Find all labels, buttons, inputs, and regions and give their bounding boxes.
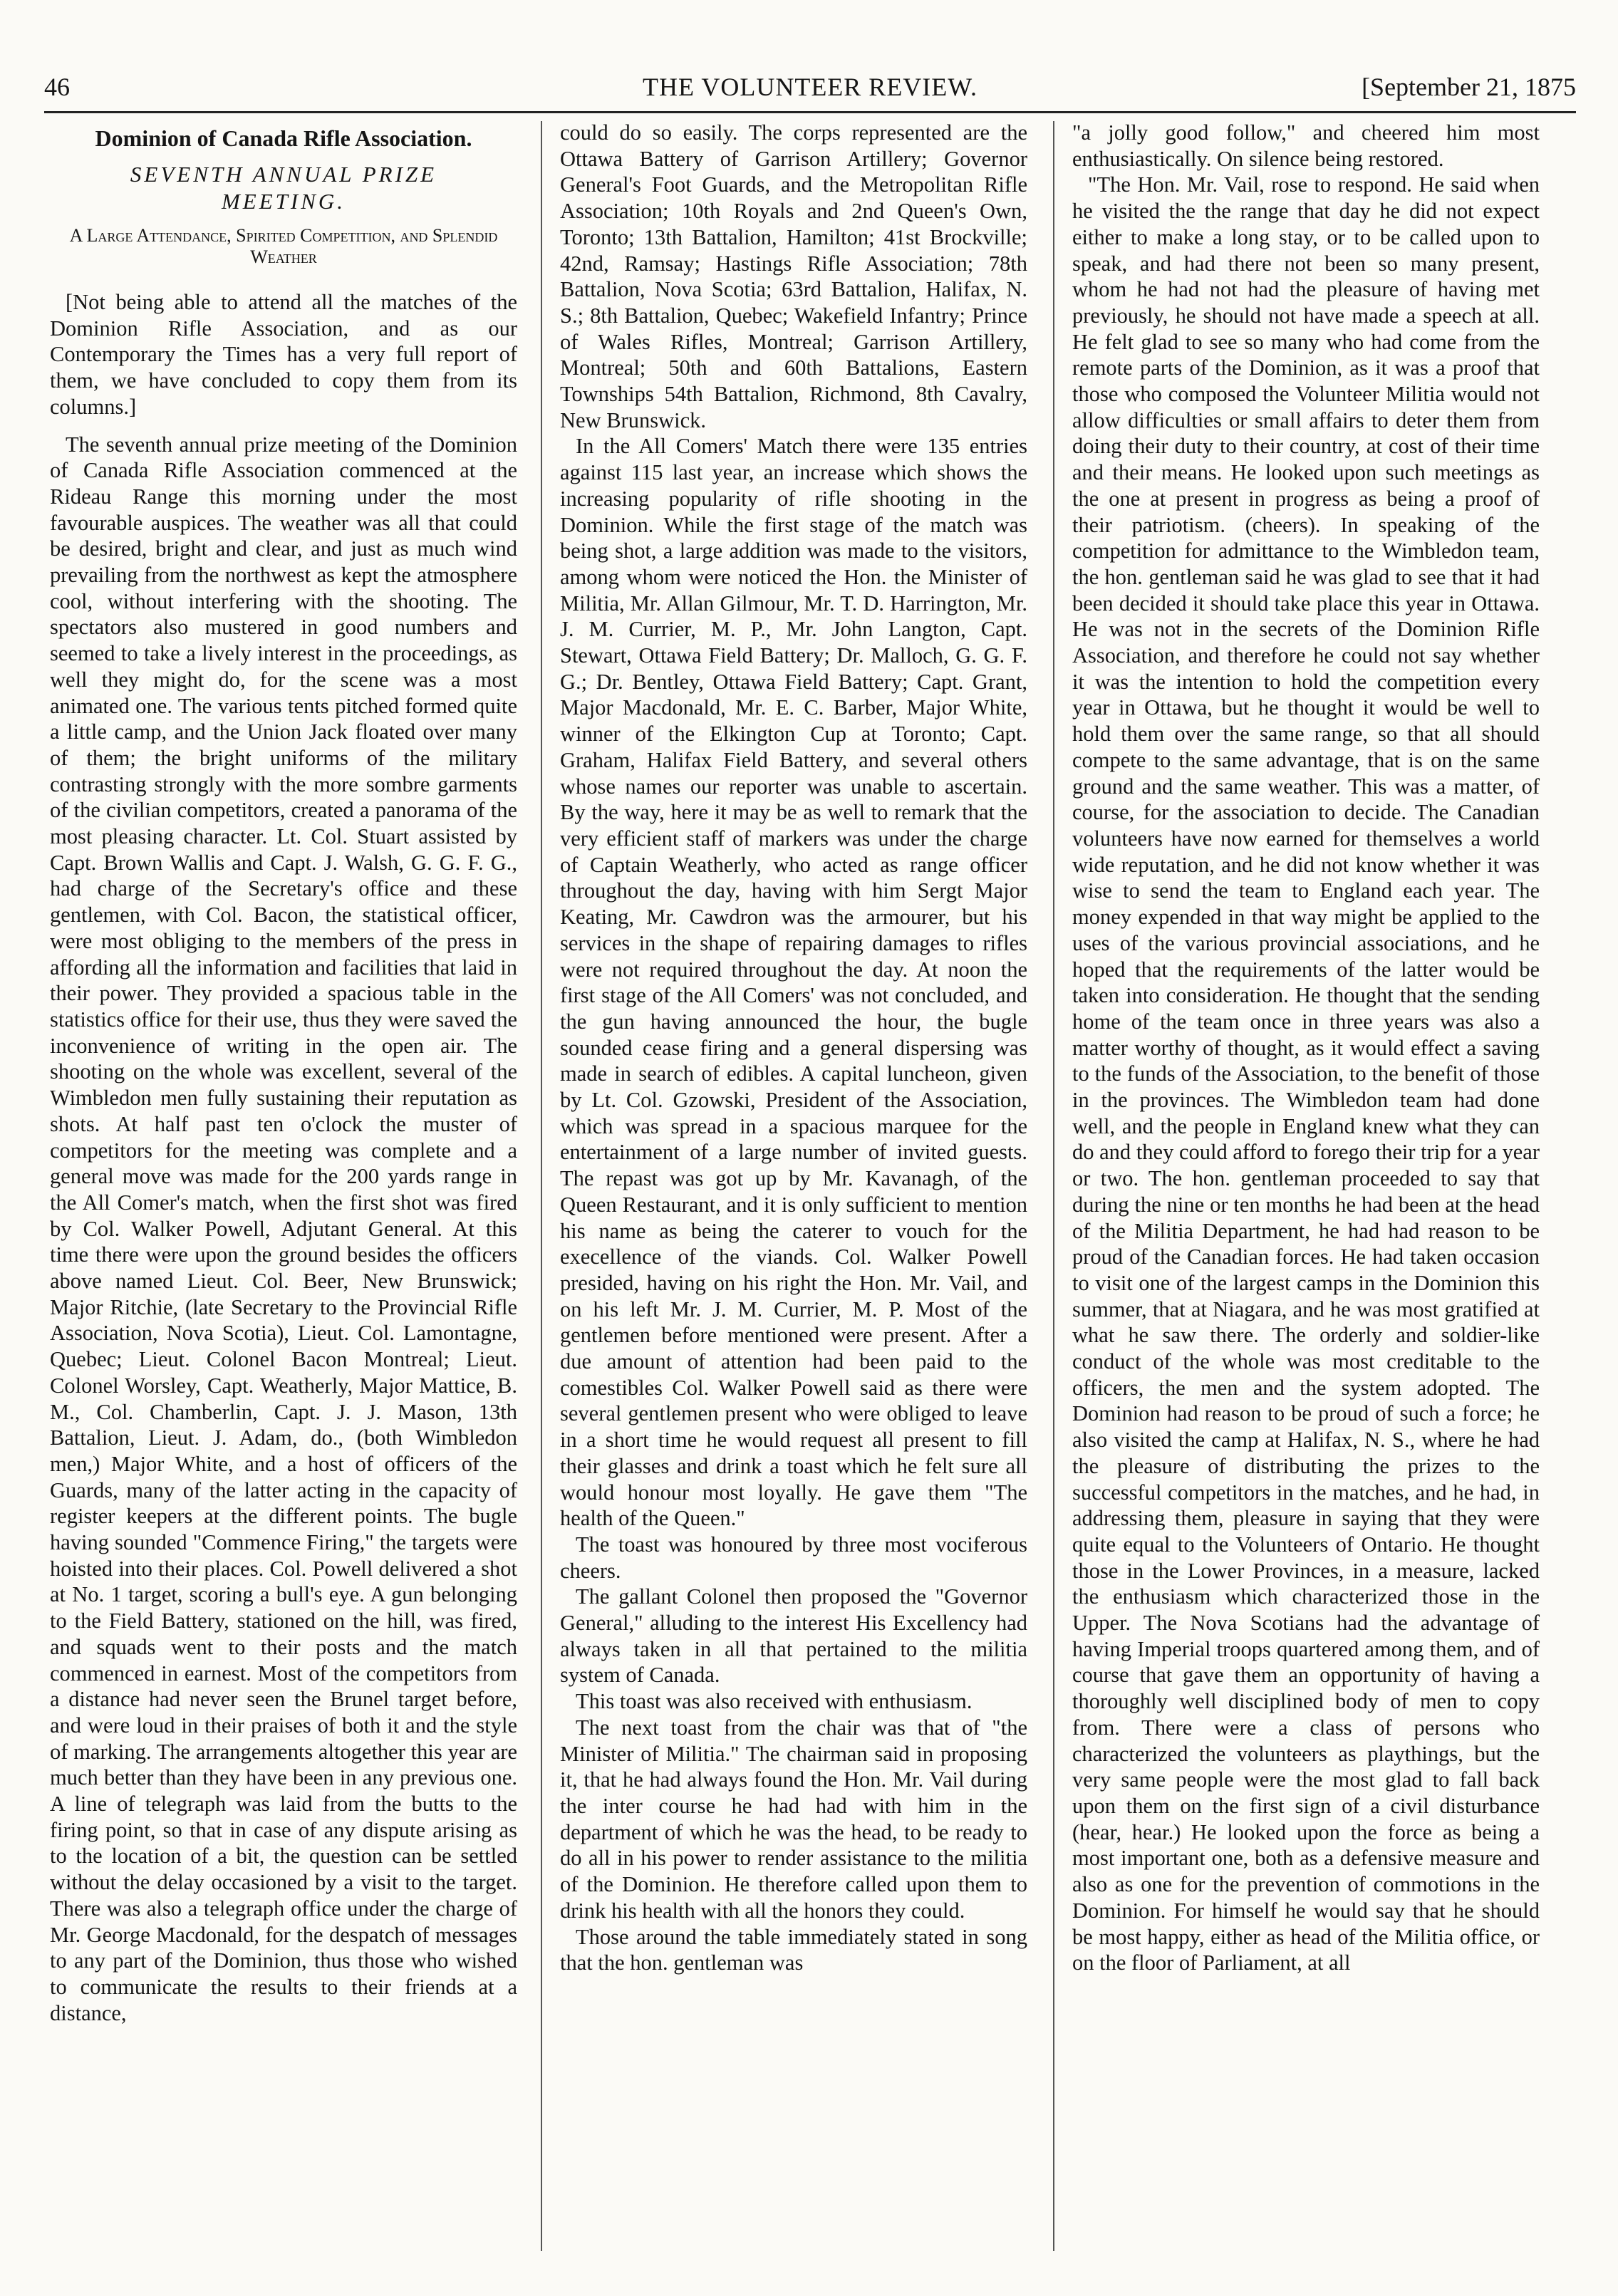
paragraph: "a jolly good follow," and cheered him most enthusiastically. On silence being restored. <box>1072 120 1540 171</box>
paragraph: The next toast from the chair was that of "the Minister of Militia." The chairman said in proposing it, that he had always found the Hon. Mr. Vail during the inter course he had had with him in the department of which he was the head, to be ready to do all in his power to render assistance to the militia of the Dominion. He therefore called upon them to drink his health with all the honors they could. <box>560 1715 1027 1923</box>
column-2 <box>560 120 1027 1976</box>
column-divider <box>541 121 542 2251</box>
page-number: 46 <box>44 73 70 101</box>
publication-title: THE VOLUNTEER REVIEW. <box>643 73 977 101</box>
article-title: Dominion of Canada Rifle Association. <box>95 125 472 151</box>
issue-date: [September 21, 1875 <box>1362 73 1576 101</box>
paragraph: could do so easily. The corps represented are the Ottawa Battery of Garrison Artillery; Governor General's Foot Guards, and the Metropolitan Rifle Association; 10th Royals and 2nd Queen's Own, Toronto; 13th Battalion, Hamilton; 41st Brockville; 42nd, Ramsay; Hastings Rifle Association; 78th Battalion, Nova Scotia; 63rd Battalion, Halifax, N. S.; 8th Battalion, Quebec; Wakefield Infantry; Prince of Wales Rifles, Montreal; Garrison Artillery, Montreal; 50th and 60th Battalions, Eastern Townships 54th Battalion, Richmond, 8th Cavalry, New Brunswick. <box>560 120 1027 432</box>
paragraph: The gallant Colonel then proposed the "Governor General," alluding to the interest His Excellency had always taken in all that pertained to the militia system of Canada. <box>560 1584 1027 1688</box>
column-3 <box>1072 120 1540 1976</box>
paragraph: "The Hon. Mr. Vail, rose to respond. He said when he visited the the range that day he did not expect either to make a long stay, or to be called upon to speak, and had there not been so many present, whom he had not had the pleasure of having met previously, he should not have made a speech at all. He felt glad to see so many who had come from the remote parts of the Dominion, as it was a proof that those who composed the Volunteer Militia would not allow difficulties or small affairs to deter them from doing their duty to their country, at cost of their time and their means. He looked upon such meetings as the one at present in progress as being a proof of their patriotism. (cheers). In speaking of the competition for admittance to the Wimbledon team, the hon. gentleman said he was glad to see that it had been decided it should take place this year in Ottawa. He was not in the secrets of the Dominion Rifle Association, and therefore he could not say whether it was the intention to hold the competition every year in Ottawa, but he thought it would be well to hold them over the same range, so that all should compete to the same advantage, that is on the same ground and the same weather. This was a matter, of course, for the association to decide. The Canadian volunteers have now earned for themselves a world wide reputation, and he did not know whether it was wise to send the team to England each year. The money expended in that way might be applied to the uses of the various provincial associations, and he hoped that the requirements of the latter would be taken into consideration. He thought that the sending home of the team once in three years was also a matter worthy of thought, as it would effect a saving to the funds of the Association, to the benefit of those in the provinces. The Wimbledon team had done well, and the people in England knew what they can do and they could afford to forego their trip for a year or two. The hon. gentleman proceeded to say that during the nine or ten months he had been at the head of the Militia Department, he had had reason to be proud of the Canadian forces. He had taken occasion to visit one of the largest camps in the Dominion this summer, that at Niagara, and he was most gratified at what he saw there. The orderly and soldier-like conduct of the whole was most creditable to the officers, the men and the system adopted. The Dominion had reason to be proud of such a force; he also visited the camp at Halifax, N. S., where he had the pleasure of distributing the prizes to the successful competitors in the matches, and he had, in addressing them, pleasure in saying that they were quite equal to the Volunteers of Ontario. He thought those in the Lower Provinces, in a measure, lacked the enthusiasm which characterized those in the Upper. The Nova Scotians had the advantage of having Imperial troops quartered among them, and of course that gave them an opportunity of having a thoroughly well disciplined body of men to copy from. There were a class of persons who characterized the volunteers as playthings, but the very same people were the most glad to fall back upon them on the first sign of a civil disturbance (hear, hear.) He looked upon the force as being a most important one, both as a defensive measure and also as one for the prevention of commotions in the Dominion. For himself he would say that he should be most happy, either as head of the Militia office, or on the floor of Parliament, at all <box>1072 172 1540 1975</box>
masthead <box>44 68 1576 105</box>
paragraph: This toast was also received with enthusiasm. <box>576 1689 973 1714</box>
header-rule <box>44 111 1576 113</box>
paragraph: In the All Comers' Match there were 135 entries against 115 last year, an increase which shows the increasing popularity of rifle shooting in the Dominion. While the first stage of the match was being shot, a large addition was made to the visitors, among whom were noticed the Hon. the Minister of Militia, Mr. Allan Gilmour, Mr. T. D. Harrington, Mr. J. M. Currier, M. P., Mr. John Langton, Capt. Stewart, Ottawa Field Battery; Dr. Malloch, G. G. F. G.; Dr. Bentley, Ottawa Field Battery; Capt. Grant, Major Macdonald, Mr. E. C. Barber, Major White, winner of the Elkington Cup at Toronto; Capt. Graham, Halifax Field Battery, and several others whose names our reporter was unable to ascertain. By the way, here it may be as well to remark that the very efficient staff of markers was under the charge of Captain Weatherly, who acted as range officer throughout the day, having with him Sergt Major Keating, Mr. Cawdron was the armourer, but his services in the shape of repairing damages to rifles were not required throughout the day. At noon the first stage of the All Comers' was not concluded, and the gun having announced the hour, the bugle sounded cease firing and a general dispersing was made in search of edibles. A capital luncheon, given by Lt. Col. Gzowski, President of the Association, which was spread in a spacious marquee for the entertainment of a large number of invited guests. The repast was got up by Mr. Kavanagh, of the Queen Restaurant, and it is only sufficient to mention his name as being the caterer to vouch for the execellence of the viands. Col. Walker Powell presided, having on his right the Hon. Mr. Vail, and on his left Mr. J. M. Currier, M. P. Most of the gentlemen before mentioned were present. After a due amount of attention had been paid to the comestibles Col. Walker Powell said as there were several gentlemen present who were obliged to leave in a short time he would request all present to fill their glasses and drink a toast which he felt sure all would honour most loyally. He gave them "The health of the Queen." <box>560 434 1027 1531</box>
article-subtitle: SEVENTH ANNUAL PRIZE MEETING. <box>130 162 437 214</box>
paragraph: The toast was honoured by three most vociferous cheers. <box>560 1532 1027 1583</box>
column-divider <box>1053 121 1054 2251</box>
paragraph: Those around the table immediately stated in song that the hon. gentleman was <box>560 1924 1027 1975</box>
article-deck: A Large Attendance, Spirited Competition, and Splendid Weather <box>69 225 498 267</box>
paragraph: The seventh annual prize meeting of the Dominion of Canada Rifle Association commenced at the Rideau Range this morning under the most favourable auspices. The weather was all that could be desired, bright and clear, and just as much wind prevailing from the northwest as kept the atmosphere cool, without interfering with the shooting. The spectators also mustered in good numbers and seemed to take a lively interest in the proceedings, as well they might do, for the scene was a most animated one. The various tents pitched formed quite a little camp, and the Union Jack floated over many of them; the bright uniforms of the military contrasting strongly with the more sombre garments of the civilian competitors, created a panorama of the most pleasing character. Lt. Col. Stuart assisted by Capt. Brown Wallis and Capt. J. Walsh, G. G. F. G., had charge of the Secretary's office and these gentlemen, with Col. Bacon, the statistical officer, were most obliging to the members of the press in affording all the information and facilities that laid in their power. They provided a spacious table in the statistics office for their use, thus they were saved the inconvenience of writing in the open air. The shooting on the whole was excellent, several of the Wimbledon men fully sustaining their reputation as shots. At half past ten o'clock the muster of competitors for the meeting was complete and a general move was made for the 200 yards range in the All Comer's match, when the first shot was fired by Col. Walker Powell, Adjutant General. At this time there were upon the ground besides the officers above named Lieut. Col. Beer, New Brunswick; Major Ritchie, (late Secretary to the Provincial Rifle Association, Nova Scotia), Lieut. Col. Lamontagne, Quebec; Lieut. Colonel Bacon Montreal; Lieut. Colonel Worsley, Capt. Weatherly, Major Mattice, B. M., Col. Chamberlin, Capt. J. J. Mason, 13th Battalion, Lieut. J. Adam, do., (both Wimbledon men,) Major White, and a host of officers of the Guards, many of the latter acting in the capacity of register keepers at the different points. The bugle having sounded "Commence Firing," the targets were hoisted into their places. Col. Powell delivered a shot at No. 1 target, scoring a bull's eye. A gun belonging to the Field Battery, stationed on the hill, was fired, and squads went to their posts and the match commenced in earnest. Most of the competitors from a distance had never seen the Brunel target before, and were loud in their praises of both it and the style of marking. The arrangements altogether this year are much better than they have been in any previous one. A line of telegraph was laid from the butts to the firing point, so that in case of any dispute arising as to the location of a bit, the question can be settled without the delay occasioned by a visit to the target. There was also a telegraph office under the charge of Mr. George Macdonald, for the despatch of messages to any part of the Dominion, thus those who wished to communicate the results to their friends at a distance, <box>50 432 517 2025</box>
editor-note: [Not being able to attend all the matches of the Dominion Rifle Association, and as our Contemporary the Times has a very full report of them, we have concluded to copy them from its columns.] <box>50 290 517 419</box>
column-1 <box>50 120 517 2026</box>
